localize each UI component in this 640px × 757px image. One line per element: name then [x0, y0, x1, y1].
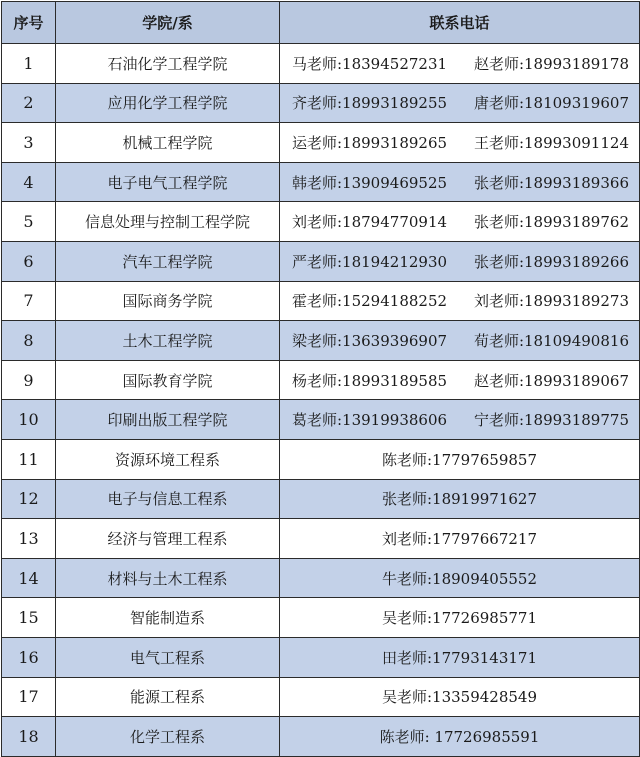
contact-pair	[280, 370, 639, 391]
contact-pair	[280, 409, 639, 430]
contact-pair	[280, 92, 639, 113]
row-phone	[280, 321, 640, 361]
table-row	[2, 479, 640, 519]
row-phone	[280, 677, 640, 717]
row-phone	[280, 241, 640, 281]
table-row	[2, 281, 640, 321]
row-index: 4	[2, 162, 56, 202]
row-index: 5	[2, 202, 56, 242]
contact-entry: 运老师:18993189265	[292, 133, 448, 152]
table-row	[2, 400, 640, 440]
contact-entry: 田老师:17793143171	[381, 648, 538, 667]
row-college: 化学工程系	[56, 717, 280, 757]
row-index: 7	[2, 281, 56, 321]
header-college: 学院/系	[56, 2, 280, 44]
contact-entry: 杨老师:18993189585	[292, 371, 448, 390]
contact-entry: 马老师:18394527231	[292, 54, 448, 73]
contact-pair	[280, 132, 639, 153]
row-phone	[280, 637, 640, 677]
row-index: 12	[2, 479, 56, 519]
row-college: 汽车工程学院	[56, 241, 280, 281]
contact-entry: 张老师:18993189266	[473, 252, 629, 271]
contact-entry: 霍老师:15294188252	[292, 292, 448, 311]
contact-entry: 赵老师:18993189067	[473, 371, 629, 390]
table-row	[2, 321, 640, 361]
contact-pair	[280, 330, 639, 351]
row-college: 机械工程学院	[56, 123, 280, 163]
contact-entry: 韩老师:13909469525	[292, 173, 448, 192]
contact-entry: 严老师:18194212930	[292, 252, 448, 271]
contact-entry: 陈老师:17797659857	[381, 450, 538, 469]
contact-entry: 王老师:18993091124	[473, 133, 629, 152]
contact-entry: 唐老师:18109319607	[473, 94, 629, 113]
row-index: 16	[2, 637, 56, 677]
row-phone	[280, 162, 640, 202]
contact-pair	[280, 53, 639, 74]
row-index: 10	[2, 400, 56, 440]
table-row	[2, 439, 640, 479]
row-index: 11	[2, 439, 56, 479]
contact-entry: 刘老师:18794770914	[292, 213, 448, 232]
row-college: 能源工程系	[56, 677, 280, 717]
row-college: 国际商务学院	[56, 281, 280, 321]
table-row	[2, 677, 640, 717]
contact-entry: 张老师:18993189366	[473, 173, 629, 192]
table-row	[2, 241, 640, 281]
contact-pair	[280, 211, 639, 232]
table-row	[2, 44, 640, 84]
contact-entry: 吴老师:17726985771	[381, 609, 538, 628]
table-row	[2, 123, 640, 163]
contact-entry: 陈老师: 17726985591	[379, 727, 540, 746]
contact-entry: 宁老师:18993189775	[473, 411, 629, 430]
contact-pair	[280, 172, 639, 193]
row-index: 17	[2, 677, 56, 717]
row-phone	[280, 281, 640, 321]
contact-entry: 荀老师:18109490816	[473, 331, 629, 350]
row-college: 经济与管理工程系	[56, 519, 280, 559]
row-phone	[280, 83, 640, 123]
header-index: 序号	[2, 2, 56, 44]
row-college: 电子与信息工程系	[56, 479, 280, 519]
row-phone	[280, 360, 640, 400]
row-college: 印刷出版工程学院	[56, 400, 280, 440]
row-college: 材料与土木工程系	[56, 558, 280, 598]
table-row	[2, 717, 640, 757]
row-index: 13	[2, 519, 56, 559]
row-index: 14	[2, 558, 56, 598]
row-college: 国际教育学院	[56, 360, 280, 400]
contact-entry: 葛老师:13919938606	[292, 411, 448, 430]
row-phone	[280, 519, 640, 559]
row-college: 电气工程系	[56, 637, 280, 677]
contact-entry: 梁老师:13639396907	[292, 331, 448, 350]
row-index: 2	[2, 83, 56, 123]
table-row	[2, 598, 640, 638]
contact-pair	[280, 251, 639, 272]
row-index: 15	[2, 598, 56, 638]
contact-entry: 吴老师:13359428549	[381, 688, 538, 707]
contact-entry: 齐老师:18993189255	[292, 94, 448, 113]
row-college: 智能制造系	[56, 598, 280, 638]
table-row	[2, 558, 640, 598]
row-phone	[280, 123, 640, 163]
contact-pair	[280, 290, 639, 311]
row-phone	[280, 717, 640, 757]
row-index: 3	[2, 123, 56, 163]
row-phone	[280, 558, 640, 598]
table-header	[2, 2, 640, 44]
table-row	[2, 83, 640, 123]
row-phone	[280, 44, 640, 84]
row-index: 1	[2, 44, 56, 84]
contact-entry: 牛老师:18909405552	[381, 569, 538, 588]
contact-table	[1, 1, 640, 757]
row-index: 9	[2, 360, 56, 400]
row-college: 电子电气工程学院	[56, 162, 280, 202]
table-row	[2, 202, 640, 242]
row-college: 石油化学工程学院	[56, 44, 280, 84]
row-index: 6	[2, 241, 56, 281]
row-college: 信息处理与控制工程学院	[56, 202, 280, 242]
row-index: 8	[2, 321, 56, 361]
contact-entry: 赵老师:18993189178	[473, 54, 629, 73]
row-college: 资源环境工程系	[56, 439, 280, 479]
contact-entry: 张老师:18919971627	[381, 490, 538, 509]
contact-entry: 刘老师:17797667217	[381, 529, 538, 548]
row-phone	[280, 439, 640, 479]
table-body	[2, 44, 640, 757]
contact-entry: 刘老师:18993189273	[473, 292, 629, 311]
row-college: 土木工程学院	[56, 321, 280, 361]
row-college: 应用化学工程学院	[56, 83, 280, 123]
row-phone	[280, 479, 640, 519]
row-index: 18	[2, 717, 56, 757]
table-row	[2, 360, 640, 400]
row-phone	[280, 202, 640, 242]
table-row	[2, 162, 640, 202]
header-phone: 联系电话	[280, 2, 640, 44]
table-row	[2, 519, 640, 559]
row-phone	[280, 598, 640, 638]
header-row	[2, 2, 640, 44]
row-phone	[280, 400, 640, 440]
contact-entry: 张老师:18993189762	[473, 213, 629, 232]
table-row	[2, 637, 640, 677]
